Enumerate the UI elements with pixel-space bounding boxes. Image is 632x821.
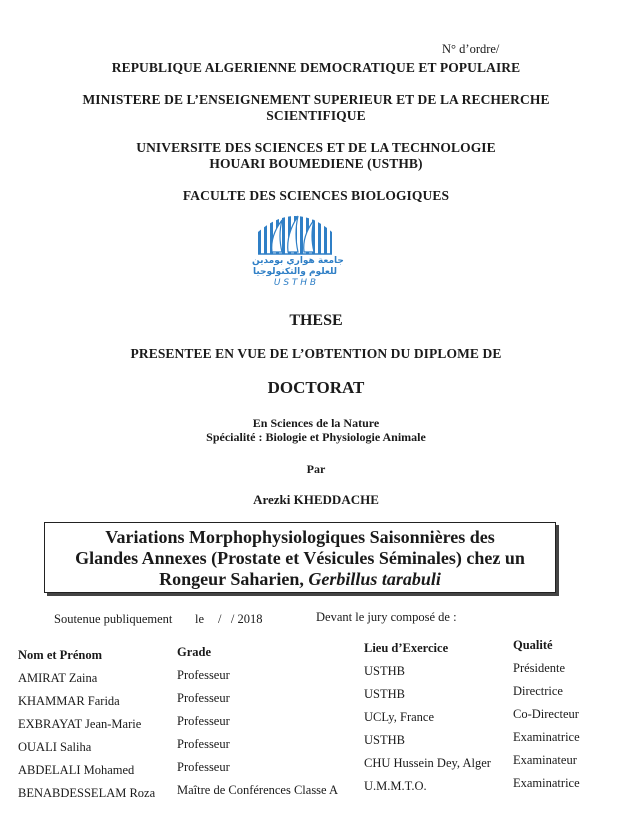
jury-intro: Devant le jury composé de :: [316, 610, 457, 624]
defense-le: le: [195, 612, 205, 626]
thesis-title-line3: [45, 568, 555, 590]
defense-soutenue: Soutenue publiquement: [54, 612, 173, 626]
these-heading: THESE: [289, 312, 343, 329]
jury-row-role: Directrice: [513, 684, 563, 698]
jury-header-place: Lieu d’Exercice: [364, 641, 449, 655]
jury-row-name: ABDELALI Mohamed: [18, 763, 135, 777]
thesis-title-line2: Glandes Annexes (Prostate et Vésicules Séminales) chez un: [75, 548, 525, 568]
jury-row-grade: Professeur: [177, 714, 230, 728]
jury-header-role: Qualité: [513, 638, 553, 652]
jury-row-grade: Maître de Conférences Classe A: [177, 783, 339, 797]
university-heading-line2: HOUARI BOUMEDIENE (USTHB): [209, 156, 423, 171]
jury-row-place: CHU Hussein Dey, Alger: [364, 756, 491, 770]
republic-heading: REPUBLIQUE ALGERIENNE DEMOCRATIQUE ET POPULAIRE: [111, 60, 521, 75]
author-name: Arezki KHEDDACHE: [253, 492, 379, 507]
jury-row-place: USTHB: [364, 664, 405, 678]
jury-row-grade: Professeur: [177, 737, 230, 751]
field-text: En Sciences de la Nature: [252, 416, 380, 430]
jury-row-grade: Professeur: [177, 691, 230, 705]
jury-row-role: Co-Directeur: [513, 707, 579, 721]
jury-row-name: KHAMMAR Farida: [18, 694, 120, 708]
degree-heading: DOCTORAT: [267, 378, 365, 397]
jury-row-name: OUALI Saliha: [18, 740, 92, 754]
jury-row-place: USTHB: [364, 687, 405, 701]
jury-row-name: EXBRAYAT Jean-Marie: [18, 717, 142, 731]
faculty-heading: FACULTE DES SCIENCES BIOLOGIQUES: [182, 188, 450, 203]
thesis-title-box: [44, 522, 556, 593]
presented-heading: PRESENTEE EN VUE DE L’OBTENTION DU DIPLOME DE: [130, 346, 502, 361]
order-number: N° d’ordre/: [442, 42, 500, 56]
jury-header-name: Nom et Prénom: [18, 648, 102, 662]
university-heading-line1: UNIVERSITE DES SCIENCES ET DE LA TECHNOLOGIE: [136, 140, 496, 155]
jury-row-role: Examinatrice: [513, 730, 580, 744]
thesis-title-line1: Variations Morphophysiologiques Saisonnières des: [105, 527, 495, 547]
thesis-title-species: Gerbillus tarabuli: [308, 569, 441, 589]
ministry-heading-line2: SCIENTIFIQUE: [266, 108, 366, 123]
jury-row-name: BENABDESSELAM Roza: [18, 786, 156, 800]
logo-acronym: U S T H B: [273, 278, 317, 288]
logo-arabic-line1: جامعة هواري بومدين: [252, 256, 344, 266]
jury-row-place: UCLy, France: [364, 710, 435, 724]
jury-row-grade: Professeur: [177, 760, 230, 774]
jury-row-grade: Professeur: [177, 668, 230, 682]
by-text: Par: [306, 462, 326, 476]
jury-row-place: USTHB: [364, 733, 405, 747]
thesis-title-line3-prefix: Rongeur Saharien,: [159, 569, 309, 589]
ministry-heading-line1: MINISTERE DE L’ENSEIGNEMENT SUPERIEUR ET DE LA RECHERCHE: [82, 92, 550, 107]
logo-arabic-line2: للعلوم والتكنولوجيا: [252, 267, 338, 277]
jury-row-role: Examinateur: [513, 753, 577, 767]
jury-row-place: U.M.M.T.O.: [364, 779, 427, 793]
jury-row-role: Examinatrice: [513, 776, 580, 790]
speciality-text: Spécialité : Biologie et Physiologie Animale: [206, 430, 426, 444]
jury-row-name: AMIRAT Zaina: [18, 671, 98, 685]
jury-row-role: Présidente: [513, 661, 566, 675]
defense-date: / / 2018: [218, 612, 263, 626]
usthb-logo: [252, 206, 344, 290]
jury-header-grade: Grade: [177, 645, 212, 659]
